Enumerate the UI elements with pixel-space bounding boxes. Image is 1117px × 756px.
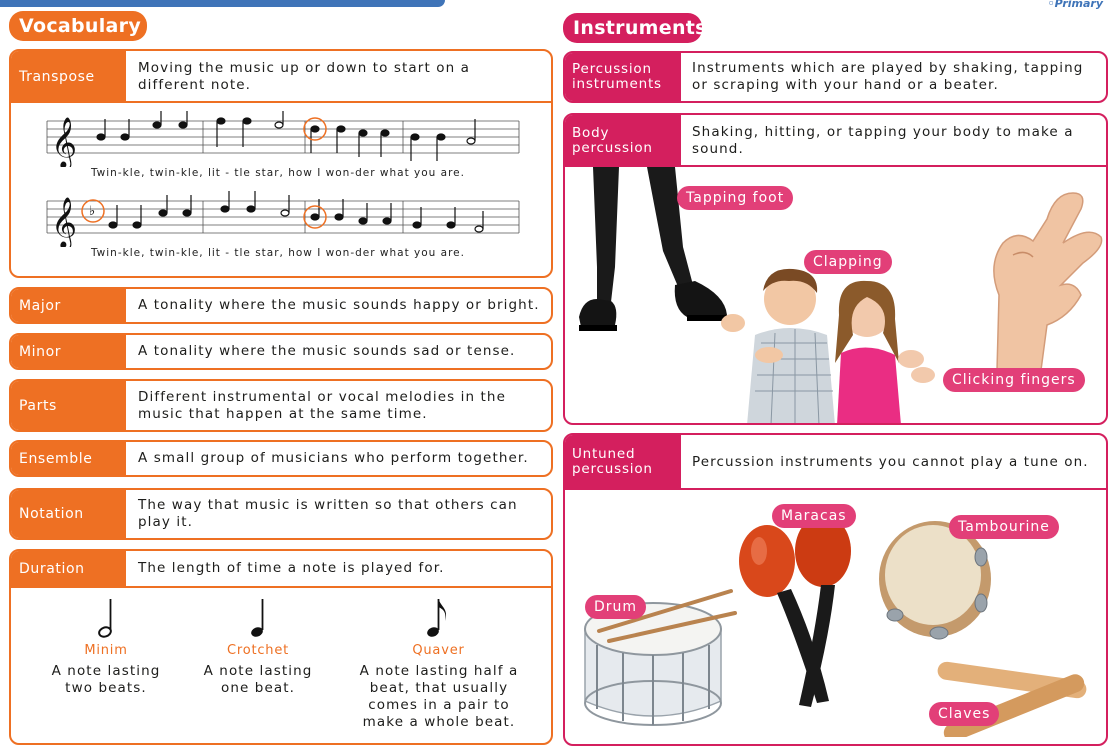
vocab-minor	[9, 333, 553, 370]
vocab-term: Transpose	[11, 51, 126, 102]
vocab-term: Notation	[11, 490, 126, 538]
instr-term: Percussion instruments	[565, 53, 681, 101]
vocab-term: Duration	[11, 551, 126, 586]
header-strip	[0, 0, 445, 7]
vocab-major	[9, 287, 553, 324]
vocab-definition: The length of time a note is played for.	[138, 560, 445, 576]
instr-untuned-percussion	[563, 433, 1108, 746]
note-description: A note lasting half a beat, that usually comes in a pair to make a whole beat.	[359, 663, 519, 730]
lyrics: Twin-kle, twin-kle, lit - tle star, how I won-der what you are.	[91, 167, 465, 179]
flat-icon: ♭	[89, 204, 96, 219]
label-drum: Drum	[585, 595, 646, 619]
clapping-children-illustration	[715, 263, 945, 425]
minim-icon	[97, 597, 117, 639]
instr-term: Body percussion	[565, 115, 681, 166]
vocab-definition: A tonality where the music sounds sad or tense.	[138, 343, 516, 359]
note-name: Quaver	[412, 643, 465, 658]
label-maracas: Maracas	[772, 504, 856, 528]
vocab-definition: Moving the music up or down to start on a different note.	[138, 59, 471, 93]
vocab-ensemble	[9, 440, 553, 477]
staff-transposed	[43, 191, 523, 247]
vocab-term: Major	[11, 289, 126, 322]
vocab-definition: A tonality where the music sounds happy or bright.	[138, 297, 540, 313]
vocab-definition: The way that music is written so that others can play it.	[138, 497, 518, 530]
vocab-notation	[9, 488, 553, 540]
quaver-icon	[425, 597, 451, 639]
instr-body-percussion	[563, 113, 1108, 425]
treble-clef-icon: 𝄞	[51, 117, 78, 167]
label-clapping: Clapping	[804, 250, 892, 274]
label-tambourine: Tambourine	[949, 515, 1059, 539]
vocabulary-title: Vocabulary	[9, 11, 147, 41]
vocab-transpose	[9, 49, 553, 278]
vocab-term: Parts	[11, 381, 126, 430]
instr-percussion	[563, 51, 1108, 103]
label-tapping-foot: Tapping foot	[677, 186, 793, 210]
label-claves: Claves	[929, 702, 999, 726]
instr-term: Untuned percussion	[565, 435, 681, 489]
divider	[11, 586, 551, 588]
divider	[565, 488, 1106, 490]
vocab-duration	[9, 549, 553, 745]
vocab-term: Ensemble	[11, 442, 126, 475]
note-description: A note lasting two beats.	[51, 663, 161, 696]
divider	[11, 101, 551, 103]
instruments-title: Instruments	[563, 13, 702, 43]
vocab-definition: A small group of musicians who perform together.	[138, 450, 529, 466]
maracas-illustration	[733, 515, 863, 711]
label-clicking-fingers: Clicking fingers	[943, 368, 1085, 392]
note-name: Crotchet	[226, 643, 290, 658]
note-name: Minim	[84, 643, 128, 658]
instr-definition: Instruments which are played by shaking, tapping or scraping with your hand or a beater.	[692, 60, 1084, 93]
note-description: A note lasting one beat.	[203, 663, 313, 696]
staff-original	[43, 111, 523, 167]
vocab-parts	[9, 379, 553, 432]
brand-logo: ◦Primary	[1047, 0, 1103, 10]
lyrics: Twin-kle, twin-kle, lit - tle star, how I won-der what you are.	[91, 247, 465, 259]
vocab-definition: Different instrumental or vocal melodies in the music that happen at the same time.	[138, 388, 506, 422]
crotchet-icon	[249, 597, 269, 639]
instr-definition: Percussion instruments you cannot play a tune on.	[692, 453, 1089, 470]
vocab-term: Minor	[11, 335, 126, 368]
clicking-fingers-illustration	[977, 185, 1107, 370]
instr-definition: Shaking, hitting, or tapping your body to make a sound.	[692, 123, 1074, 157]
treble-clef-icon: 𝄞	[51, 197, 78, 247]
